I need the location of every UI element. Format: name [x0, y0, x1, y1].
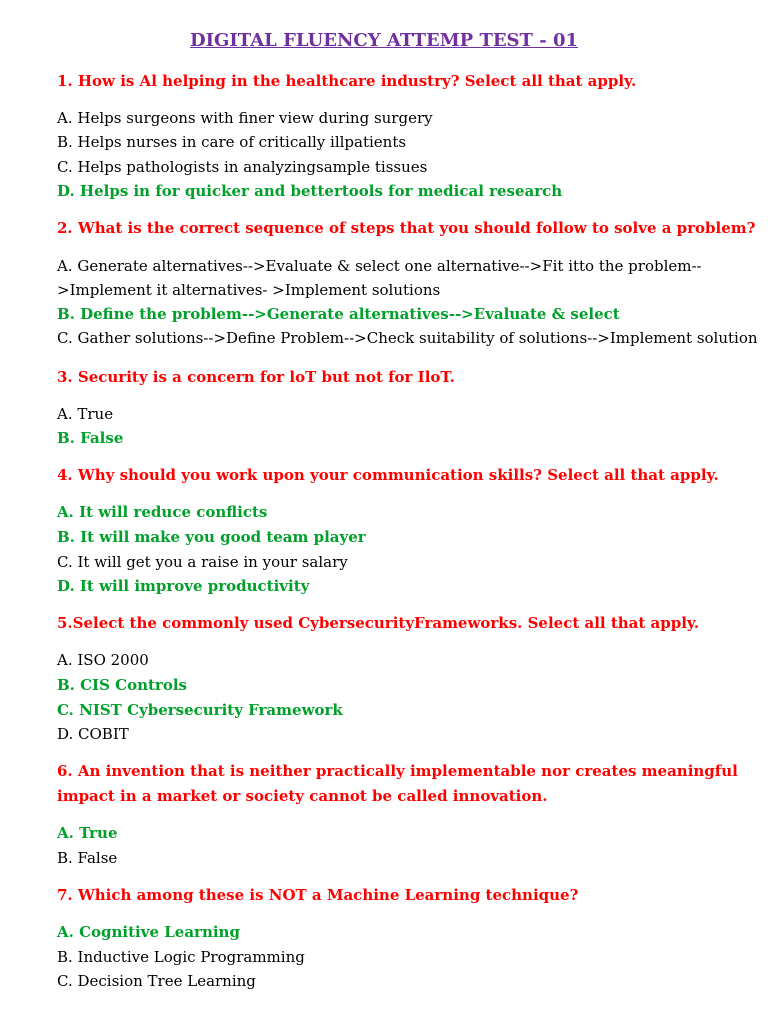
question-3-option-b: B. False [57, 429, 124, 447]
question-4-option-b: B. It will make you good team player [57, 528, 366, 546]
question-1-option-a: A. Helps surgeons with finer view during surgery [57, 109, 433, 127]
question-7: 7. Which among these is NOT a Machine Learning technique? [57, 886, 579, 904]
question-7-option-b: B. Inductive Logic Programming [57, 948, 305, 966]
question-1-option-b: B. Helps nurses in care of critically illpatients [57, 133, 407, 151]
question-6: 6. An invention that is neither practically implementable nor creates meaningful [57, 762, 738, 780]
question-5-option-a: A. ISO 2000 [57, 651, 149, 669]
question-5-option-b: B. CIS Controls [57, 676, 187, 694]
question-4-option-a: A. It will reduce conflicts [57, 503, 268, 521]
question-3-option-a: A. True [57, 405, 114, 423]
page-title: DIGITAL FLUENCY ATTEMP TEST - 01 [189, 30, 579, 51]
question-1: 1. How is Al helping in the healthcare industry? Select all that apply. [57, 72, 637, 90]
question-2-option-a-continued: >Implement it alternatives- >Implement solutions [57, 281, 441, 299]
question-4: 4. Why should you work upon your communication skills? Select all that apply. [57, 466, 719, 484]
question-1-option-d: D. Helps in for quicker and bettertools for medical research [57, 182, 563, 200]
question-1-option-c: C. Helps pathologists in analyzingsample tissues [57, 158, 428, 176]
question-2-option-a: A. Generate alternatives-->Evaluate & select one alternative-->Fit itto the problem-- [57, 257, 702, 275]
question-7-option-c: C. Decision Tree Learning [57, 972, 256, 990]
question-5-option-d: D. COBIT [57, 725, 129, 743]
question-3: 3. Security is a concern for loT but not for IloT. [57, 368, 455, 386]
question-6-option-a: A. True [57, 824, 118, 842]
question-2-option-c: C. Gather solutions-->Define Problem-->Check suitability of solutions-->Implement solution [57, 329, 758, 347]
question-4-option-c: C. It will get you a raise in your salary [57, 553, 348, 571]
question-2: 2. What is the correct sequence of steps that you should follow to solve a problem? [57, 219, 756, 237]
question-6-continued: impact in a market or society cannot be called innovation. [57, 787, 548, 805]
question-5-option-c: C. NIST Cybersecurity Framework [57, 701, 343, 719]
question-6-option-b: B. False [57, 849, 118, 867]
question-5: 5.Select the commonly used CybersecurityFrameworks. Select all that apply. [57, 614, 700, 632]
question-7-option-a: A. Cognitive Learning [57, 923, 240, 941]
question-2-option-b: B. Define the problem-->Generate alternatives-->Evaluate & select [57, 305, 620, 323]
question-4-option-d: D. It will improve productivity [57, 577, 310, 595]
